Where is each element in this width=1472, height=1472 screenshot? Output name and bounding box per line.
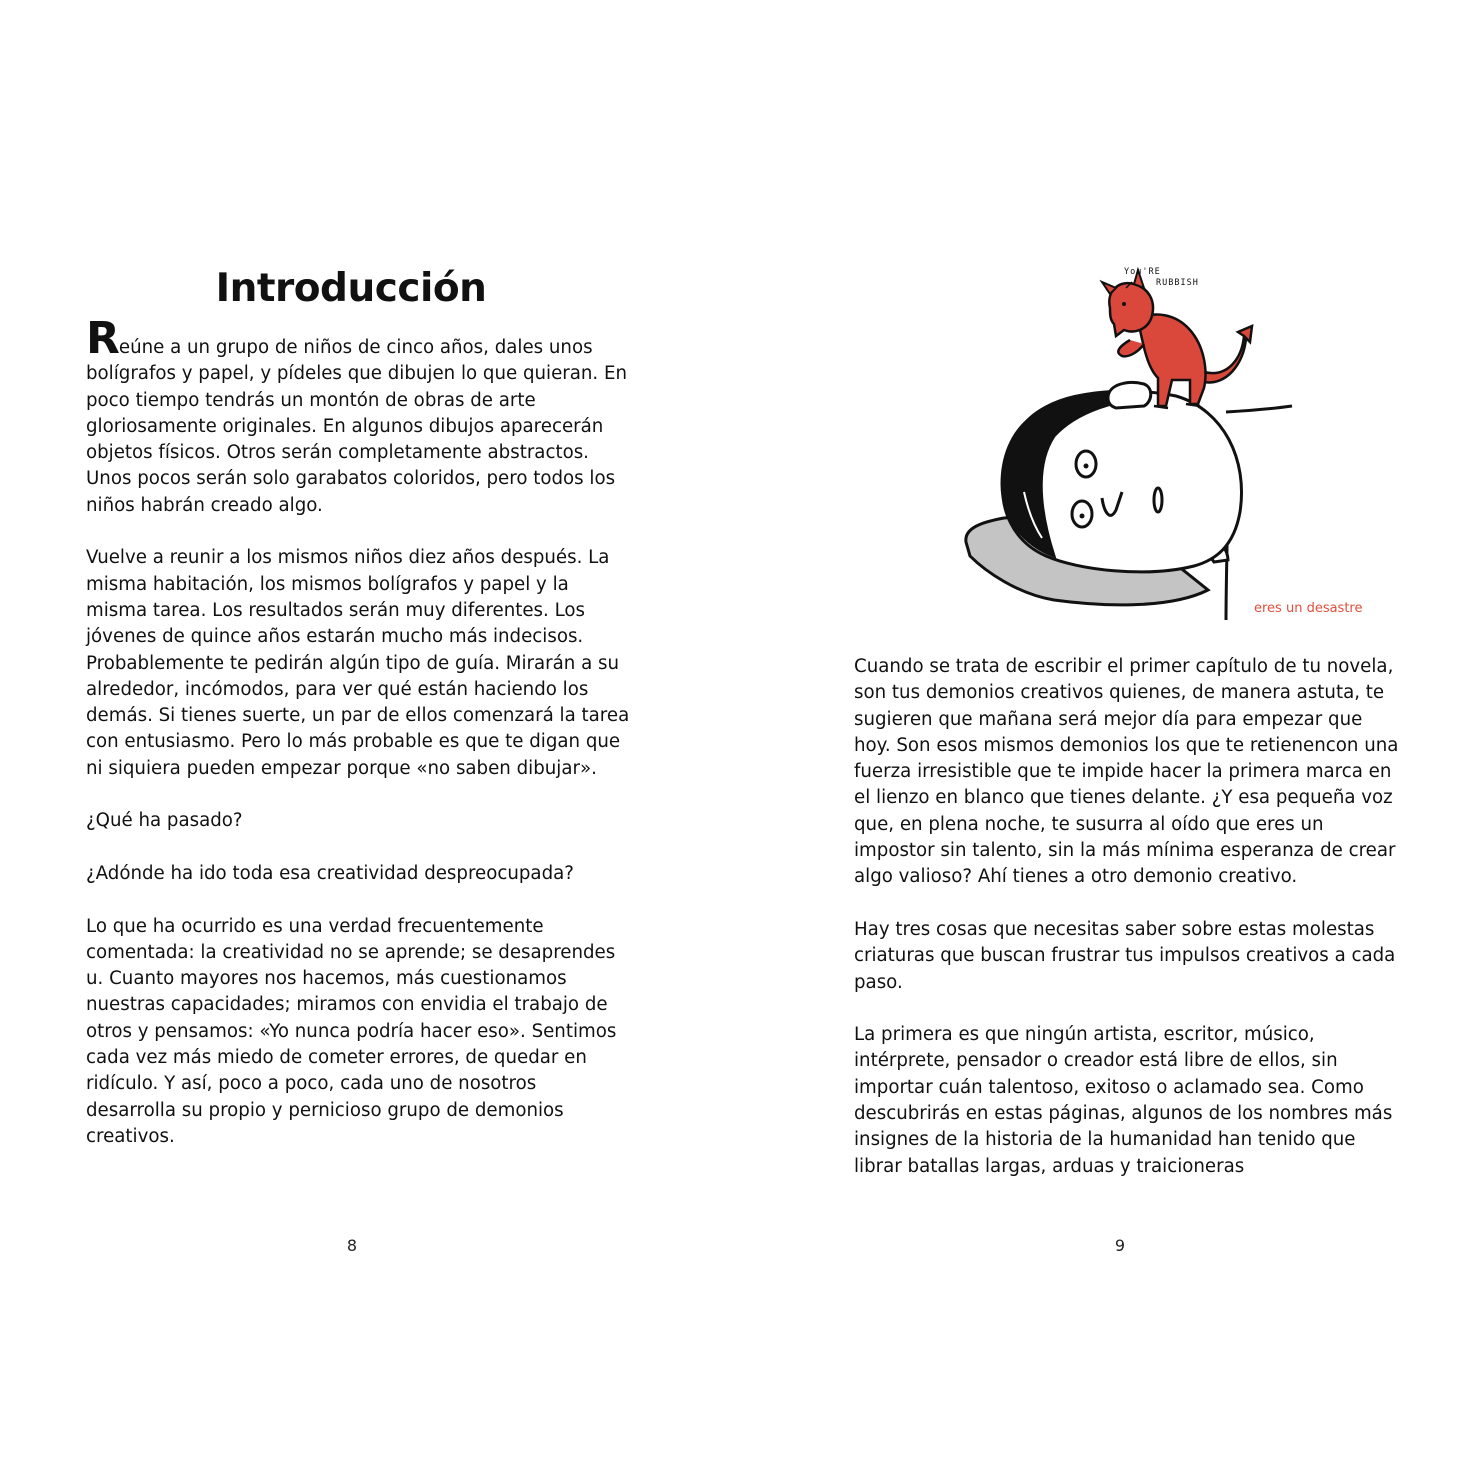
chapter-title: Introducción [215,266,487,311]
right-body-text [854,654,1399,1206]
shoulder-line [1226,406,1292,412]
paragraph-5: Lo que ha ocurrido es una verdad frecuentemente comentada: la creatividad no se aprende; se desaprendes u. Cuanto mayores nos hacemos, más cuestionamos nuestras capacidades; miramos con envidia el trabajo de otros y pensamos: «Yo nunca podría hacer eso». Sentimos cada vez más miedo de cometer errores, de quedar en ridículo. Y así, poco a poco, cada uno de nosotros desarrolla su propio y pernicioso grupo de demonios creativos. [86,915,617,1147]
paragraph-2: Hay tres cosas que necesitas saber sobre estas molestas criaturas que buscan frustrar tus impulsos creativos a cada paso. [854,918,1396,993]
page-number: 8 [346,1236,358,1255]
paragraph-1: Cuando se trata de escribir el primer capítulo de tu novela, son tus demonios creativos quienes, de manera astuta, te sugieren que mañana será mejor día para empezar que hoy. Son esos mismos demonios los que te retienencon una fuerza irresistible que te impide hacer la primera marca en el lienzo en blanco que tienes delante. ¿Y esa pequeña voz que, en plena noche, te susurra al oído que eres un impostor sin talento, sin la más mínima esperanza de crear algo valioso? Ahí tienes a otro demonio creativo. [854,656,1399,888]
pupil-top [1084,464,1089,469]
paragraph-4: ¿Adónde ha ido toda esa creatividad despreocupada? [86,862,574,884]
paragraph-2: Vuelve a reunir a los mismos niños diez años después. La misma habitación, los mismos bolígrafos y papel y la misma tarea. Los resultados serán muy diferentes. Los jóvenes de quince años estarán mucho más indecisos. Probablemente te pedirán algún tipo de guía. Mirarán a su alrededor, incómodos, para ver qué están haciendo los demás. Si tienes suerte, un par de ellos comenzará la tarea con entusiasmo. Pero lo más probable es que te digan que ni siquiera pueden empezar porque «no saben dibujar». [86,547,630,779]
speech-line-2: RUBBISH [1156,278,1199,288]
sleeping-person-drawing [958,260,1378,630]
paragraph-1 [86,313,631,519]
hand [1108,383,1151,408]
devil-tail [1204,326,1252,382]
left-body-text [86,313,631,1177]
pupil-bottom [1080,514,1085,519]
paragraph-3: La primera es que ningún artista, escritor, músico, intérprete, pensador o creador está libre de ellos, sin importar cuán talentoso, exitoso o aclamado sea. Como descubrirás en estas páginas, algunos de los nombres más insignes de la historia de la humanidad han tenido que librar batallas largas, arduas y traicioneras [854,1024,1393,1177]
devil-arm [1118,340,1144,356]
speech-line-1: You'RE [1124,267,1161,277]
illustration-caption: eres un desastre [1254,601,1363,616]
speech-text [1124,267,1199,289]
paragraph-3: ¿Qué ha pasado? [86,810,243,832]
drop-cap: R [86,313,119,364]
page-number: 9 [1114,1236,1126,1255]
right-page [736,0,1472,1472]
devil-eye [1122,302,1126,306]
devil-illustration [958,260,1378,630]
paragraph-1-text: eúne a un grupo de niños de cinco años, dales unos bolígrafos y papel, y pídeles que dibujen lo que quieran. En poco tiempo tendrás un montón de obras de arte gloriosamente originales. En algunos dibujos aparecerán objetos físicos. Otros serán completamente abstractos. Unos pocos serán solo garabatos coloridos, pero todos los niños habrán creado algo. [86,337,628,516]
